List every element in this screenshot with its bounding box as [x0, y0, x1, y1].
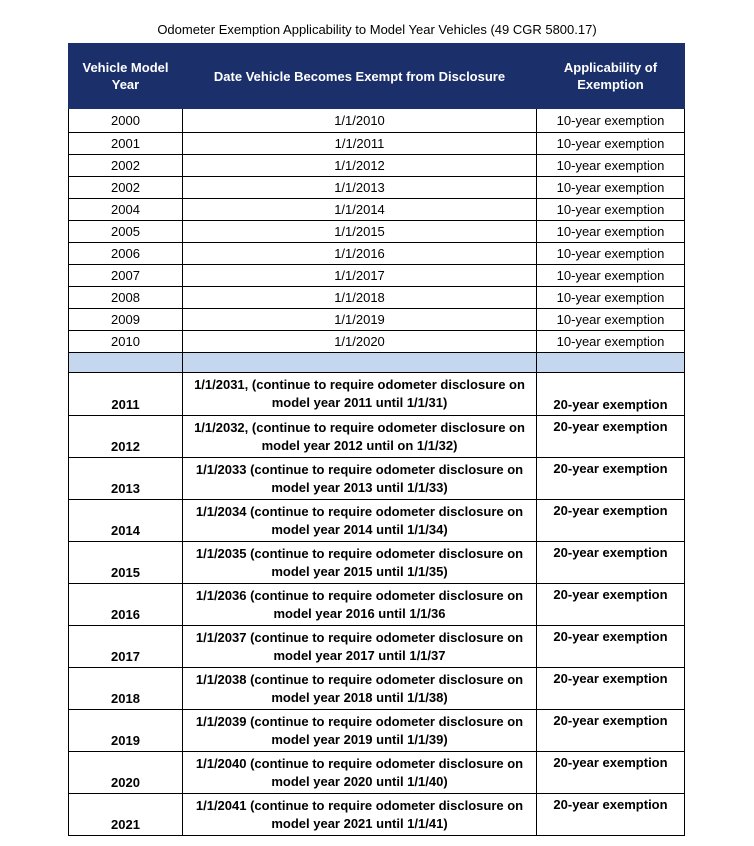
separator-row	[69, 353, 685, 373]
table-row	[69, 584, 685, 626]
model-year-cell: 2018	[69, 668, 183, 710]
table-header	[69, 44, 685, 109]
applicability-cell: 20-year exemption	[537, 710, 685, 752]
applicability-cell: 20-year exemption	[537, 542, 685, 584]
model-year-cell: 2013	[69, 458, 183, 500]
table-row	[69, 373, 685, 416]
separator-cell	[183, 353, 537, 373]
applicability-cell: 10-year exemption	[537, 287, 685, 309]
exempt-date-cell: 1/1/2014	[183, 199, 537, 221]
exempt-date-cell: 1/1/2032, (continue to require odometer disclosure on model year 2012 until on 1/1/32)	[183, 416, 537, 458]
exempt-date-cell: 1/1/2040 (continue to require odometer disclosure on model year 2020 until 1/1/40)	[183, 752, 537, 794]
exempt-date-cell: 1/1/2010	[183, 109, 537, 133]
exempt-date-cell: 1/1/2031, (continue to require odometer disclosure on model year 2011 until 1/1/31)	[183, 373, 537, 416]
table-row	[69, 287, 685, 309]
applicability-cell: 10-year exemption	[537, 199, 685, 221]
applicability-cell: 20-year exemption	[537, 500, 685, 542]
table-row	[69, 309, 685, 331]
model-year-cell: 2000	[69, 109, 183, 133]
model-year-cell: 2008	[69, 287, 183, 309]
table-row	[69, 133, 685, 155]
table-row	[69, 710, 685, 752]
model-year-cell: 2016	[69, 584, 183, 626]
applicability-cell: 20-year exemption	[537, 458, 685, 500]
exempt-date-cell: 1/1/2020	[183, 331, 537, 353]
table-row	[69, 265, 685, 287]
table-row	[69, 416, 685, 458]
model-year-cell: 2014	[69, 500, 183, 542]
table-row	[69, 109, 685, 133]
model-year-cell: 2012	[69, 416, 183, 458]
applicability-cell: 20-year exemption	[537, 794, 685, 836]
model-year-cell: 2019	[69, 710, 183, 752]
table-row	[69, 243, 685, 265]
table-row	[69, 626, 685, 668]
model-year-cell: 2017	[69, 626, 183, 668]
applicability-cell: 20-year exemption	[537, 626, 685, 668]
table-row	[69, 752, 685, 794]
exempt-date-cell: 1/1/2018	[183, 287, 537, 309]
model-year-cell: 2002	[69, 155, 183, 177]
exempt-date-cell: 1/1/2011	[183, 133, 537, 155]
model-year-cell: 2011	[69, 373, 183, 416]
separator-cell	[69, 353, 183, 373]
exempt-date-cell: 1/1/2019	[183, 309, 537, 331]
model-year-cell: 2006	[69, 243, 183, 265]
applicability-cell: 20-year exemption	[537, 752, 685, 794]
exemption-table	[68, 43, 685, 836]
applicability-cell: 10-year exemption	[537, 177, 685, 199]
table-row	[69, 199, 685, 221]
applicability-cell: 10-year exemption	[537, 265, 685, 287]
model-year-cell: 2020	[69, 752, 183, 794]
exempt-date-cell: 1/1/2038 (continue to require odometer disclosure on model year 2018 until 1/1/38)	[183, 668, 537, 710]
model-year-cell: 2001	[69, 133, 183, 155]
table-row	[69, 668, 685, 710]
header-vehicle-model-year: Vehicle Model Year	[69, 44, 183, 109]
model-year-cell: 2009	[69, 309, 183, 331]
exempt-date-cell: 1/1/2012	[183, 155, 537, 177]
applicability-cell: 10-year exemption	[537, 155, 685, 177]
model-year-cell: 2021	[69, 794, 183, 836]
applicability-cell: 10-year exemption	[537, 221, 685, 243]
header-exempt-date: Date Vehicle Becomes Exempt from Disclosure	[183, 44, 537, 109]
exempt-date-cell: 1/1/2016	[183, 243, 537, 265]
exempt-date-cell: 1/1/2015	[183, 221, 537, 243]
applicability-cell: 20-year exemption	[537, 668, 685, 710]
model-year-cell: 2005	[69, 221, 183, 243]
table-row	[69, 500, 685, 542]
exempt-date-cell: 1/1/2017	[183, 265, 537, 287]
applicability-cell: 10-year exemption	[537, 243, 685, 265]
header-applicability: Applicability of Exemption	[537, 44, 685, 109]
model-year-cell: 2010	[69, 331, 183, 353]
exempt-date-cell: 1/1/2036 (continue to require odometer disclosure on model year 2016 until 1/1/36	[183, 584, 537, 626]
applicability-cell: 20-year exemption	[537, 584, 685, 626]
table-row	[69, 794, 685, 836]
table-row	[69, 331, 685, 353]
applicability-cell: 10-year exemption	[537, 309, 685, 331]
applicability-cell: 10-year exemption	[537, 109, 685, 133]
model-year-cell: 2007	[69, 265, 183, 287]
exempt-date-cell: 1/1/2013	[183, 177, 537, 199]
table-body	[69, 109, 685, 836]
table-row	[69, 542, 685, 584]
table-row	[69, 458, 685, 500]
applicability-cell: 20-year exemption	[537, 373, 685, 416]
exempt-date-cell: 1/1/2034 (continue to require odometer disclosure on model year 2014 until 1/1/34)	[183, 500, 537, 542]
applicability-cell: 10-year exemption	[537, 331, 685, 353]
exempt-date-cell: 1/1/2033 (continue to require odometer disclosure on model year 2013 until 1/1/33)	[183, 458, 537, 500]
exempt-date-cell: 1/1/2041 (continue to require odometer disclosure on model year 2021 until 1/1/41)	[183, 794, 537, 836]
exempt-date-cell: 1/1/2037 (continue to require odometer disclosure on model year 2017 until 1/1/37	[183, 626, 537, 668]
table-row	[69, 177, 685, 199]
table-title: Odometer Exemption Applicability to Model Year Vehicles (49 CGR 5800.17)	[157, 22, 597, 37]
model-year-cell: 2004	[69, 199, 183, 221]
applicability-cell: 10-year exemption	[537, 133, 685, 155]
model-year-cell: 2015	[69, 542, 183, 584]
exempt-date-cell: 1/1/2039 (continue to require odometer disclosure on model year 2019 until 1/1/39)	[183, 710, 537, 752]
applicability-cell: 20-year exemption	[537, 416, 685, 458]
header-row	[69, 44, 685, 109]
table-row	[69, 155, 685, 177]
separator-cell	[537, 353, 685, 373]
exempt-date-cell: 1/1/2035 (continue to require odometer disclosure on model year 2015 until 1/1/35)	[183, 542, 537, 584]
table-row	[69, 221, 685, 243]
model-year-cell: 2002	[69, 177, 183, 199]
